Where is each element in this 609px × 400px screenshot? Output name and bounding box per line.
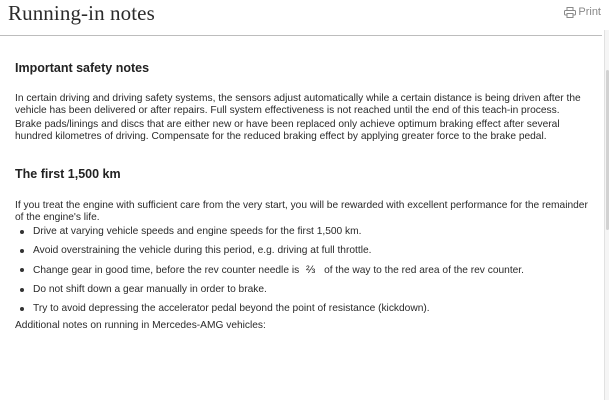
- paragraph: If you treat the engine with sufficient care from the very start, you will be rewarded with excellent performance for the remainder of the engine's life.: [15, 199, 588, 224]
- list-item-text: Avoid overstraining the vehicle during this period, e.g. driving at full throttle.: [33, 245, 372, 257]
- paragraph: Brake pads/linings and discs that are either new or have been replaced only achieve optimum braking effect after several hundred kilometres of driving. Compensate for the reduced braking effect by applying greater force to the brake pedal.: [15, 118, 560, 143]
- page-title: Running-in notes: [8, 1, 155, 25]
- header-divider: [0, 35, 602, 36]
- paragraph: In certain driving and driving safety systems, the sensors adjust automatically while a certain distance is being driven after the vehicle has been delivered or after repairs. Full system effectiveness is not reached until the end of this teach-in process.: [15, 93, 581, 117]
- list-item-text-after: of the way to the red area of the rev counter.: [324, 265, 524, 277]
- bullet-icon: [20, 230, 24, 234]
- section-heading-safety: Important safety notes: [15, 61, 150, 75]
- page-header: [0, 0, 609, 36]
- paragraph: Additional notes on running in Mercedes-AMG vehicles:: [15, 320, 266, 332]
- list-item: [15, 245, 595, 257]
- bullet-icon: [20, 249, 24, 253]
- two-thirds-fraction: ⅔: [306, 264, 316, 277]
- list-item-text-before: Change gear in good time, before the rev counter needle is: [33, 265, 300, 277]
- list-item: [15, 303, 595, 315]
- bullet-icon: [20, 288, 24, 292]
- running-in-list: [15, 226, 595, 315]
- list-item: [15, 264, 595, 277]
- printer-icon: [564, 7, 576, 18]
- list-item-text: Drive at varying vehicle speeds and engine speeds for the first 1,500 km.: [33, 226, 362, 238]
- bullet-icon: [20, 268, 24, 272]
- list-item-text: Do not shift down a gear manually in order to brake.: [33, 284, 267, 296]
- article-content: [15, 60, 595, 333]
- print-label: Print: [578, 6, 601, 18]
- list-item-text: Try to avoid depressing the accelerator pedal beyond the point of resistance (kickdown).: [33, 303, 430, 315]
- list-item: [15, 226, 595, 238]
- list-item: [15, 284, 595, 296]
- print-button[interactable]: [564, 6, 601, 18]
- bullet-icon: [20, 307, 24, 311]
- section-heading-first-1500-km: The first 1,500 km: [15, 166, 121, 181]
